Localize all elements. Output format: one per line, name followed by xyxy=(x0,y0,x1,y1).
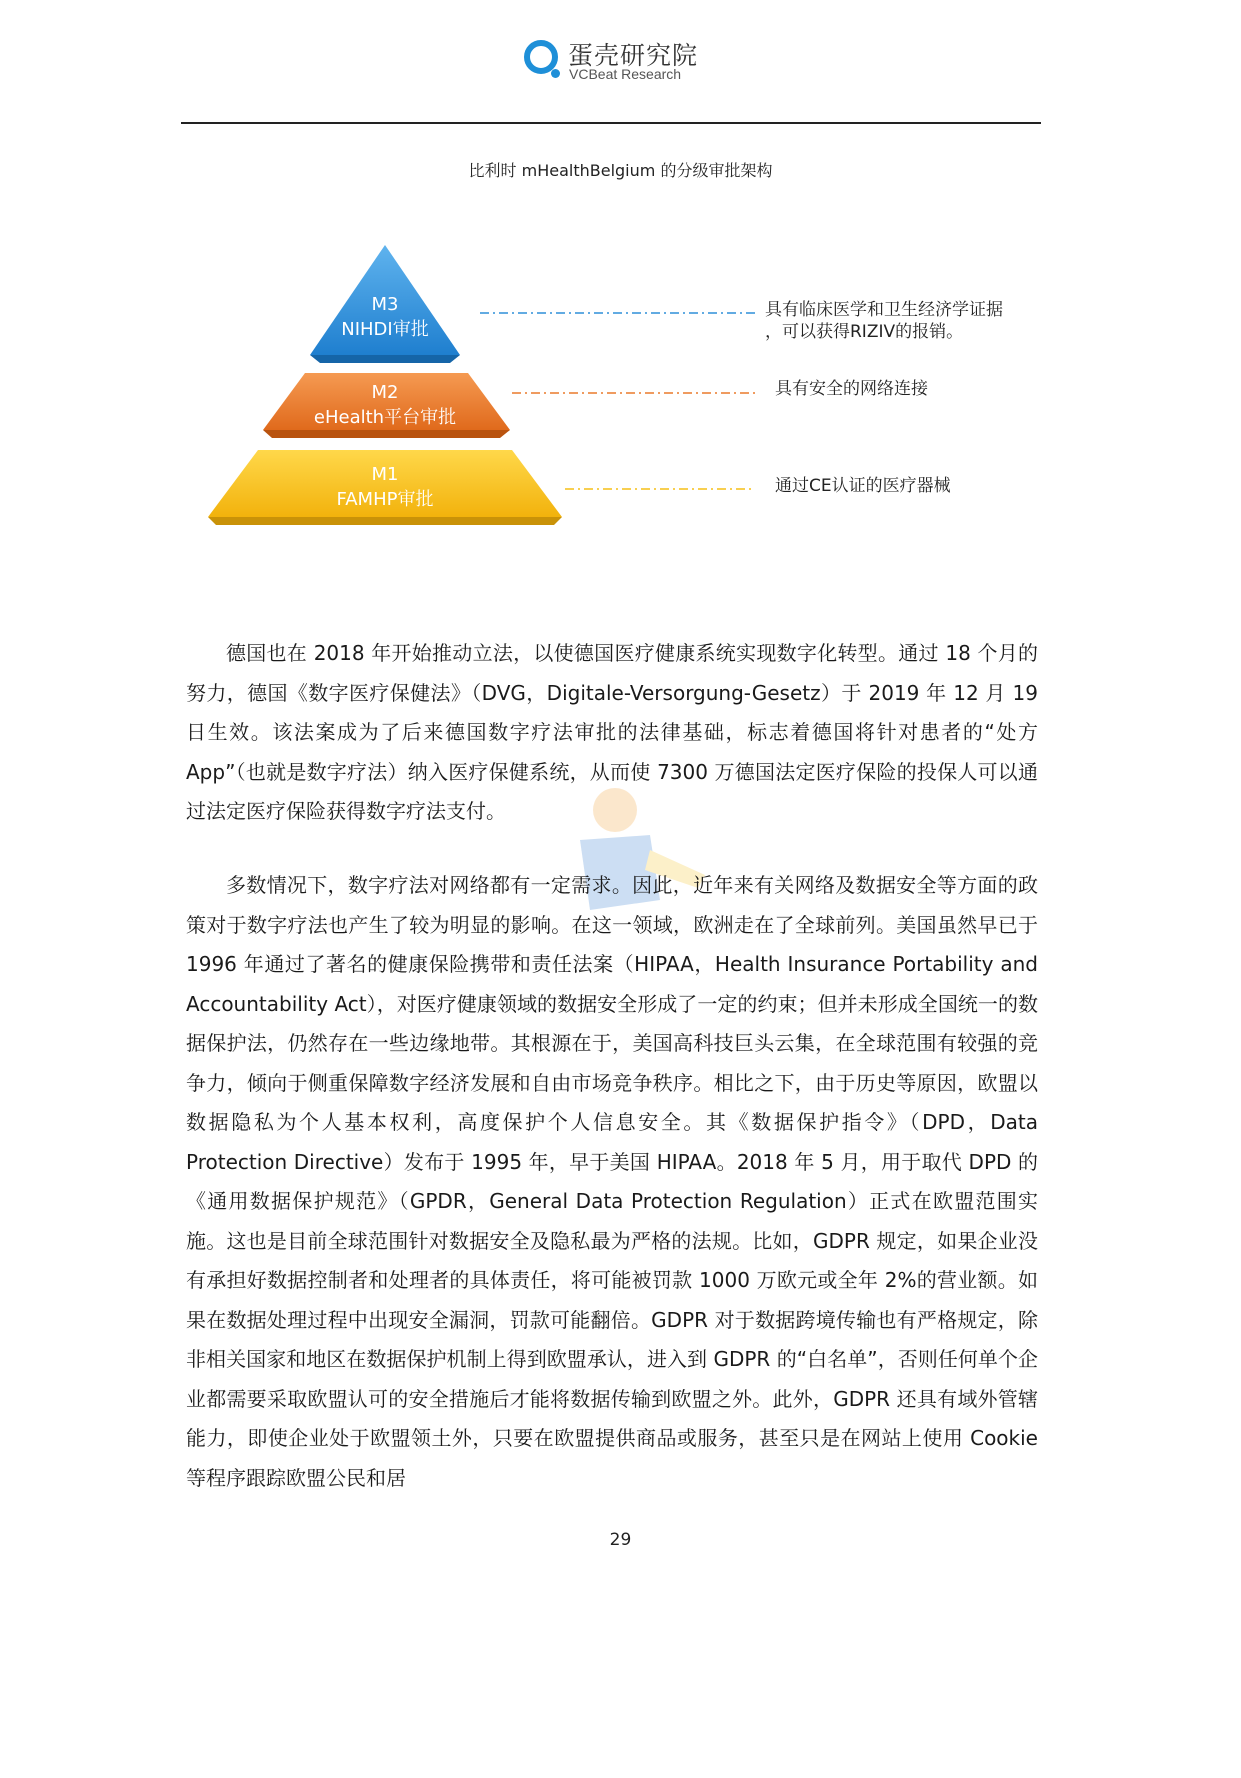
tier-m3-name: NIHDI审批 xyxy=(341,319,429,340)
header-logo xyxy=(524,36,724,86)
tier-m1-name: FAMHP审批 xyxy=(336,489,434,510)
tier-m3 xyxy=(310,245,460,363)
body-paragraph-1: 德国也在 2018 年开始推动立法，以使德国医疗健康系统实现数字化转型。通过 18 个月的努力，德国《数字医疗保健法》（DVG，Digitale-Versorgung-Gesetz）于 2019 年 12 月 19 日生效。该法案成为了后来德国数字疗法审批的法律基础，标志着德国将针对患者的“处方 App”（也就是数字疗法）纳入医疗保健系统，从而使 7300 万德国法定医疗保险的投保人可以通过法定医疗保险获得数字疗法支付。 xyxy=(186,641,1038,823)
annotation-m3 xyxy=(765,299,1065,343)
brand-name-cn: 蛋壳研究院 xyxy=(568,41,699,70)
tier-m3-level: M3 xyxy=(371,294,399,315)
logo-dot-icon xyxy=(551,69,560,78)
annotation-m3-line1: 具有临床医学和卫生经济学证据 xyxy=(765,300,1003,320)
page-number: 29 xyxy=(609,1530,632,1550)
tier-m1-level: M1 xyxy=(371,464,399,485)
tier-m2 xyxy=(263,373,510,438)
annotation-m3-line2: ，可以获得RIZIV的报销。 xyxy=(765,322,964,342)
body-paragraph-2: 多数情况下，数字疗法对网络都有一定需求。因此，近年来有关网络及数据安全等方面的政策对于数字疗法也产生了较为明显的影响。在这一领域，欧洲走在了全球前列。美国虽然早已于 1996 年通过了著名的健康保险携带和责任法案（HIPAA，Health Insurance Portability and Accountability Act），对医疗健康领域的数据安全形成了一定的约束；但并未形成全国统一的数据保护法，仍然存在一些边缘地带。其根源在于，美国高科技巨头云集，在全球范围有较强的竞争力，倾向于侧重保障数字经济发展和自由市场竞争秩序。相比之下，由于历史等原因，欧盟以数据隐私为个人基本权利，高度保护个人信息安全。其《数据保护指令》（DPD，Data Protection Directive）发布于 1995 年，早于美国 HIPAA。2018 年 5 月，用于取代 DPD 的《通用数据保护规范》（GPDR，General Data Protection Regulation）正式在欧盟范围实施。这也是目前全球范围针对数据安全及隐私最为严格的法规。比如，GDPR 规定，如果企业没有承担好数据控制者和处理者的具体责任，将可能被罚款 1000 万欧元或全年 2%的营业额。如果在数据处理过程中出现安全漏洞，罚款可能翻倍。GDPR 对于数据跨境传输也有严格规定，除非相关国家和地区在数据保护机制上得到欧盟承认，进入到 GDPR 的“白名单”，否则任何单个企业都需要采取欧盟认可的安全措施后才能将数据传输到欧盟之外。此外，GDPR 还具有域外管辖能力，即使企业处于欧盟领土外，只要在欧盟提供商品或服务，甚至只是在网站上使用 Cookie 等程序跟踪欧盟公民和居 xyxy=(186,873,1038,1490)
tier-m2-name: eHealth平台审批 xyxy=(313,407,457,428)
tier-m2-level: M2 xyxy=(371,382,399,403)
figure-caption: 比利时 mHealthBelgium 的分级审批架构 xyxy=(468,161,773,180)
brand-name-en: VCBeat Research xyxy=(569,66,682,82)
tier-m1 xyxy=(208,450,562,525)
annotation-m1: 通过CE认证的医疗器械 xyxy=(775,476,951,496)
header-divider xyxy=(181,122,1041,124)
annotation-m2: 具有安全的网络连接 xyxy=(775,379,928,399)
